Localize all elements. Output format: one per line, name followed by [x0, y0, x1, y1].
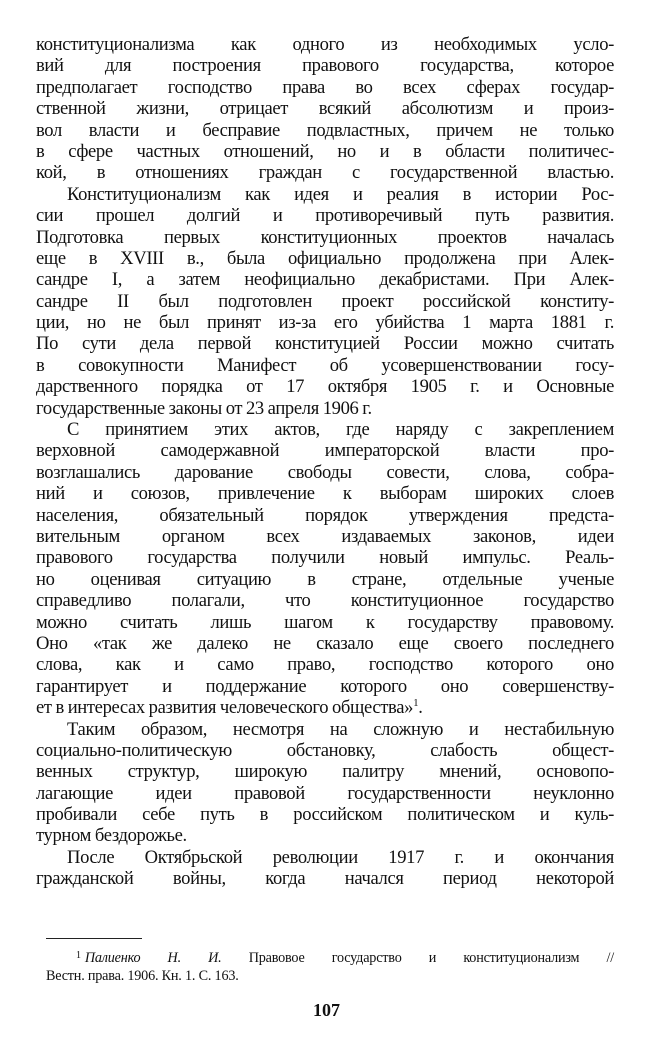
- text-line: можно считать лишь шагом к государству правовому.: [36, 611, 614, 633]
- text-line: гражданской войны, когда начался период некоторой: [36, 868, 614, 890]
- text-line: венных структур, широкую палитру мнений, основопо-: [36, 761, 614, 783]
- page-body: [36, 34, 614, 890]
- text-line: населения, обязательный порядок утверждения предста-: [36, 504, 614, 526]
- text-line: верховной самодержавной императорской власти про-: [36, 440, 614, 462]
- text-line: вительным органом всех издаваемых законов, идеи: [36, 525, 614, 547]
- text-line: правового государства получили новый импульс. Реаль-: [36, 547, 614, 569]
- text-line: ственной жизни, отрицает всякий абсолютизм и произ-: [36, 98, 614, 120]
- footnote-line: Вестн. права. 1906. Кн. 1. С. 163.: [46, 968, 239, 984]
- footnote-divider: [46, 938, 142, 939]
- text-line: сандре II был подготовлен проект российской конститу-: [36, 290, 614, 312]
- text-line: в совокупности Манифест об усовершенствовании госу-: [36, 354, 614, 376]
- text-line: слова, как и само право, господство которого оно: [36, 654, 614, 676]
- text-line: По сути дела первой конституцией России можно считать: [36, 333, 614, 355]
- text-line: в сфере частных отношений, но и в области политичес-: [36, 140, 614, 162]
- main-text: [36, 34, 614, 890]
- footnote-line: [46, 947, 614, 967]
- text-line: лагающие идеи правовой государственности неуклонно: [36, 782, 614, 804]
- text-line: Конституционализм как идея и реалия в истории Рос-: [67, 183, 614, 205]
- page-number: 107: [313, 1000, 340, 1020]
- footnote-mark: 1: [76, 950, 81, 961]
- text-line: С принятием этих актов, где наряду с закреплением: [67, 419, 614, 441]
- text-line: кой, в отношениях граждан с государственной властью.: [36, 162, 614, 184]
- text-line: вол власти и бесправие подвластных, причем не только: [36, 119, 614, 141]
- text-line: сандре I, а затем неофициально декабристами. При Алек-: [36, 269, 614, 291]
- text-line: Оно «так же далеко не сказало еще своего последнего: [36, 632, 614, 654]
- text-line: После Октябрьской революции 1917 г. и окончания: [67, 846, 614, 868]
- text-line: предполагает господство права во всех сферах государ-: [36, 76, 614, 98]
- text-line: пробивали себе путь в российском политическом и куль-: [36, 804, 614, 826]
- text-line: ет в интересах развития человеческого общества»$^1$.: [36, 697, 423, 719]
- footnote: [46, 947, 614, 985]
- footnote-author: Палиенко Н. И.: [84, 950, 222, 966]
- text-line-content: ет в интересах развития человеческого общества»: [36, 697, 414, 719]
- text-line: гарантирует и поддержание которого оно совершенству-: [36, 675, 614, 697]
- text-line: ции, но не был принят из-за его убийства 1 марта 1881 г.: [36, 312, 614, 334]
- footnote-reference[interactable]: 1: [413, 697, 419, 710]
- text-line: государственные законы от 23 апреля 1906 г.: [36, 397, 372, 419]
- footnote-text: Правовое государство и конституционализм //: [248, 950, 614, 966]
- text-line: социально-политическую обстановку, слабость общест-: [36, 739, 614, 761]
- text-line: но оценивая ситуацию в стране, отдельные ученые: [36, 568, 614, 590]
- text-line: справедливо полагали, что конституционное государство: [36, 590, 614, 612]
- text-line: сии прошел долгий и противоречивый путь развития.: [36, 205, 614, 227]
- text-line: ний и союзов, привлечение к выборам широких слоев: [36, 483, 614, 505]
- text-line: конституционализма как одного из необходимых усло-: [36, 34, 614, 55]
- text-line: Таким образом, несмотря на сложную и нестабильную: [67, 718, 614, 740]
- text-line: турном бездорожье.: [36, 825, 187, 847]
- text-line: Подготовка первых конституционных проектов началась: [36, 226, 614, 248]
- text-line: дарственного порядка от 17 октября 1905 г. и Основные: [36, 376, 614, 398]
- text-line: возглашались дарование свободы совести, слова, собра-: [36, 461, 614, 483]
- text-line: еще в XVIII в., была официально продолжена при Алек-: [36, 247, 614, 269]
- text-line: вий для построения правового государства, которое: [36, 55, 614, 77]
